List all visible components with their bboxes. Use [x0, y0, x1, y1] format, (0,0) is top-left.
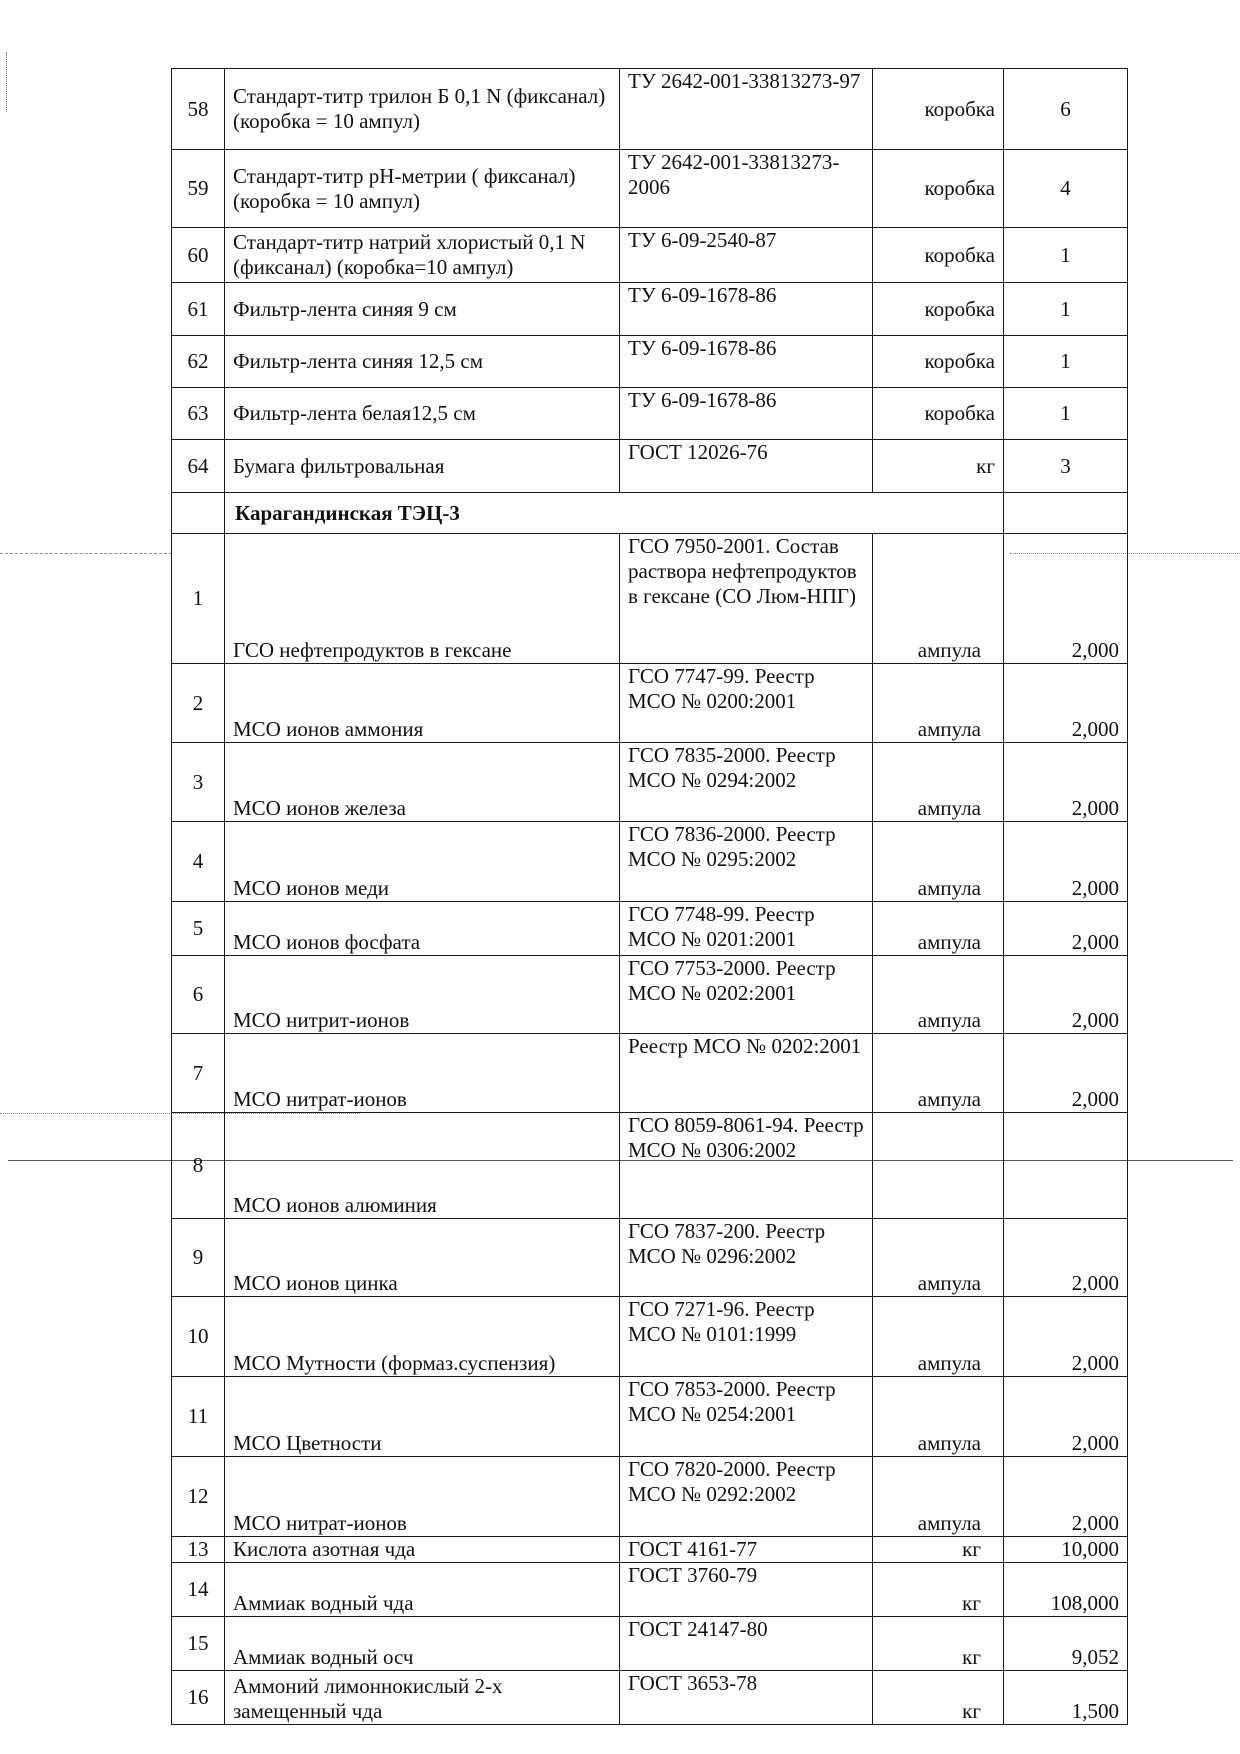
table-row [172, 822, 1128, 902]
item-quantity: 6 [1004, 69, 1128, 150]
item-name: МСО ионов меди [225, 822, 620, 902]
row-number: 1 [172, 534, 225, 664]
item-unit [873, 1113, 1004, 1219]
table-row [172, 1034, 1128, 1113]
row-number: 10 [172, 1297, 225, 1377]
item-name: Аммоний лимоннокислый 2-х замещенный чда [225, 1671, 620, 1725]
item-quantity: 1 [1004, 283, 1128, 336]
table-row [172, 902, 1128, 956]
item-quantity: 2,000 [1004, 1297, 1128, 1377]
materials-table [171, 68, 1128, 1725]
item-quantity: 3 [1004, 440, 1128, 493]
item-unit: ампула [873, 1457, 1004, 1537]
row-number: 11 [172, 1377, 225, 1457]
item-quantity: 2,000 [1004, 664, 1128, 743]
table-row [172, 1219, 1128, 1297]
table-row [172, 283, 1128, 336]
item-name: Бумага фильтровальная [225, 440, 620, 493]
item-standard: ГСО 8059-8061-94. Реестр МСО № 0306:2002 [620, 1113, 873, 1219]
item-unit: ампула [873, 1377, 1004, 1457]
row-number: 12 [172, 1457, 225, 1537]
item-standard: ГСО 7853-2000. Реестр МСО № 0254:2001 [620, 1377, 873, 1457]
item-standard: ТУ 6-09-1678-86 [620, 388, 873, 440]
item-unit: ампула [873, 1297, 1004, 1377]
item-unit: ампула [873, 956, 1004, 1034]
table-row [172, 1113, 1128, 1219]
item-name: Фильтр-лента белая12,5 см [225, 388, 620, 440]
item-unit: коробка [873, 283, 1004, 336]
row-number: 62 [172, 336, 225, 388]
item-name: МСО ионов аммония [225, 664, 620, 743]
row-number: 60 [172, 228, 225, 283]
row-number: 6 [172, 956, 225, 1034]
item-quantity: 9,052 [1004, 1617, 1128, 1671]
item-unit: ампула [873, 534, 1004, 664]
row-number: 7 [172, 1034, 225, 1113]
item-standard: ГОСТ 4161-77 [620, 1537, 873, 1563]
item-quantity: 1,500 [1004, 1671, 1128, 1725]
item-name: Фильтр-лента синяя 9 см [225, 283, 620, 336]
item-standard: ГСО 7748-99. Реестр МСО № 0201:2001 [620, 902, 873, 956]
item-quantity: 2,000 [1004, 1457, 1128, 1537]
item-name: Аммиак водный чда [225, 1563, 620, 1617]
row-number: 59 [172, 150, 225, 228]
item-standard: ГОСТ 3653-78 [620, 1671, 873, 1725]
item-standard: ГСО 7836-2000. Реестр МСО № 0295:2002 [620, 822, 873, 902]
item-quantity: 2,000 [1004, 822, 1128, 902]
row-number: 63 [172, 388, 225, 440]
table-row [172, 664, 1128, 743]
item-name: МСО ионов железа [225, 743, 620, 822]
row-number: 15 [172, 1617, 225, 1671]
row-number: 4 [172, 822, 225, 902]
item-name: МСО нитрит-ионов [225, 956, 620, 1034]
table-row [172, 1617, 1128, 1671]
item-name: ГСО нефтепродуктов в гексане [225, 534, 620, 664]
item-name: МСО нитрат-ионов [225, 1034, 620, 1113]
scan-artifact-line [0, 553, 172, 554]
item-quantity: 4 [1004, 150, 1128, 228]
row-number: 61 [172, 283, 225, 336]
table-row [172, 743, 1128, 822]
item-unit: ампула [873, 1219, 1004, 1297]
row-number: 64 [172, 440, 225, 493]
item-unit: кг [873, 1671, 1004, 1725]
item-quantity: 108,000 [1004, 1563, 1128, 1617]
table-row [172, 1377, 1128, 1457]
item-standard: ГСО 7753-2000. Реестр МСО № 0202:2001 [620, 956, 873, 1034]
table-row [172, 1457, 1128, 1537]
item-standard: ТУ 2642-001-33813273-97 [620, 69, 873, 150]
table-row [172, 1563, 1128, 1617]
item-standard: ГСО 7835-2000. Реестр МСО № 0294:2002 [620, 743, 873, 822]
item-standard: ГОСТ 3760-79 [620, 1563, 873, 1617]
table-row [172, 534, 1128, 664]
item-quantity: 1 [1004, 228, 1128, 283]
item-quantity: 2,000 [1004, 743, 1128, 822]
item-quantity: 2,000 [1004, 1377, 1128, 1457]
item-name: Кислота азотная чда [225, 1537, 620, 1563]
item-quantity: 1 [1004, 388, 1128, 440]
item-standard: ГСО 7837-200. Реестр МСО № 0296:2002 [620, 1219, 873, 1297]
item-standard: ГОСТ 12026-76 [620, 440, 873, 493]
row-number: 2 [172, 664, 225, 743]
row-number: 8 [172, 1113, 225, 1219]
row-number: 5 [172, 902, 225, 956]
item-unit: кг [873, 440, 1004, 493]
item-standard: ГОСТ 24147-80 [620, 1617, 873, 1671]
item-standard: ГСО 7747-99. Реестр МСО № 0200:2001 [620, 664, 873, 743]
item-name: Фильтр-лента синяя 12,5 см [225, 336, 620, 388]
item-unit: коробка [873, 336, 1004, 388]
row-number: 16 [172, 1671, 225, 1725]
item-unit: коробка [873, 388, 1004, 440]
row-number: 14 [172, 1563, 225, 1617]
item-unit: кг [873, 1617, 1004, 1671]
item-quantity: 2,000 [1004, 1219, 1128, 1297]
item-name: Стандарт-титр рН-метрии ( фиксанал) (коробка = 10 ампул) [225, 150, 620, 228]
item-quantity: 1 [1004, 336, 1128, 388]
item-quantity: 10,000 [1004, 1537, 1128, 1563]
table-row [172, 150, 1128, 228]
item-name: МСО Мутности (формаз.суспензия) [225, 1297, 620, 1377]
item-unit: кг [873, 1537, 1004, 1563]
table-row [172, 228, 1128, 283]
item-name: Аммиак водный осч [225, 1617, 620, 1671]
scan-margin-mark [6, 52, 11, 112]
table-row [172, 1671, 1128, 1725]
item-unit: коробка [873, 228, 1004, 283]
item-unit: ампула [873, 1034, 1004, 1113]
table-row [172, 336, 1128, 388]
item-standard: ТУ 6-09-1678-86 [620, 336, 873, 388]
item-quantity: 2,000 [1004, 956, 1128, 1034]
section-header-row [172, 493, 1128, 534]
item-unit: кг [873, 1563, 1004, 1617]
item-name: МСО ионов фосфата [225, 902, 620, 956]
item-standard: ТУ 6-09-1678-86 [620, 283, 873, 336]
item-standard: ТУ 6-09-2540-87 [620, 228, 873, 283]
item-standard: ГСО 7950-2001. Состав раствора нефтепродуктов в гексане (СО Люм-НПГ) [620, 534, 873, 664]
row-number: 58 [172, 69, 225, 150]
table-row [172, 956, 1128, 1034]
item-standard: Реестр МСО № 0202:2001 [620, 1034, 873, 1113]
item-unit: ампула [873, 743, 1004, 822]
item-name: МСО ионов алюминия [225, 1113, 620, 1219]
item-quantity [1004, 1113, 1128, 1219]
row-number: 13 [172, 1537, 225, 1563]
item-standard: ГСО 7271-96. Реестр МСО № 0101:1999 [620, 1297, 873, 1377]
table-row [172, 1537, 1128, 1563]
item-standard: ГСО 7820-2000. Реестр МСО № 0292:2002 [620, 1457, 873, 1537]
item-name: МСО Цветности [225, 1377, 620, 1457]
item-name: МСО ионов цинка [225, 1219, 620, 1297]
item-quantity: 2,000 [1004, 902, 1128, 956]
row-number: 3 [172, 743, 225, 822]
item-unit: ампула [873, 822, 1004, 902]
table-row [172, 388, 1128, 440]
item-unit: ампула [873, 664, 1004, 743]
item-unit: ампула [873, 902, 1004, 956]
table-row [172, 1297, 1128, 1377]
item-quantity: 2,000 [1004, 534, 1128, 664]
item-standard: ТУ 2642-001-33813273-2006 [620, 150, 873, 228]
item-unit: коробка [873, 69, 1004, 150]
item-quantity: 2,000 [1004, 1034, 1128, 1113]
table-row [172, 440, 1128, 493]
item-name: Стандарт-титр натрий хлористый 0,1 N (фиксанал) (коробка=10 ампул) [225, 228, 620, 283]
item-name: МСО нитрат-ионов [225, 1457, 620, 1537]
item-name: Стандарт-титр трилон Б 0,1 N (фиксанал) (коробка = 10 ампул) [225, 69, 620, 150]
table-row [172, 69, 1128, 150]
item-unit: коробка [873, 150, 1004, 228]
section-title: Карагандинская ТЭЦ-3 [225, 493, 1004, 534]
row-number: 9 [172, 1219, 225, 1297]
